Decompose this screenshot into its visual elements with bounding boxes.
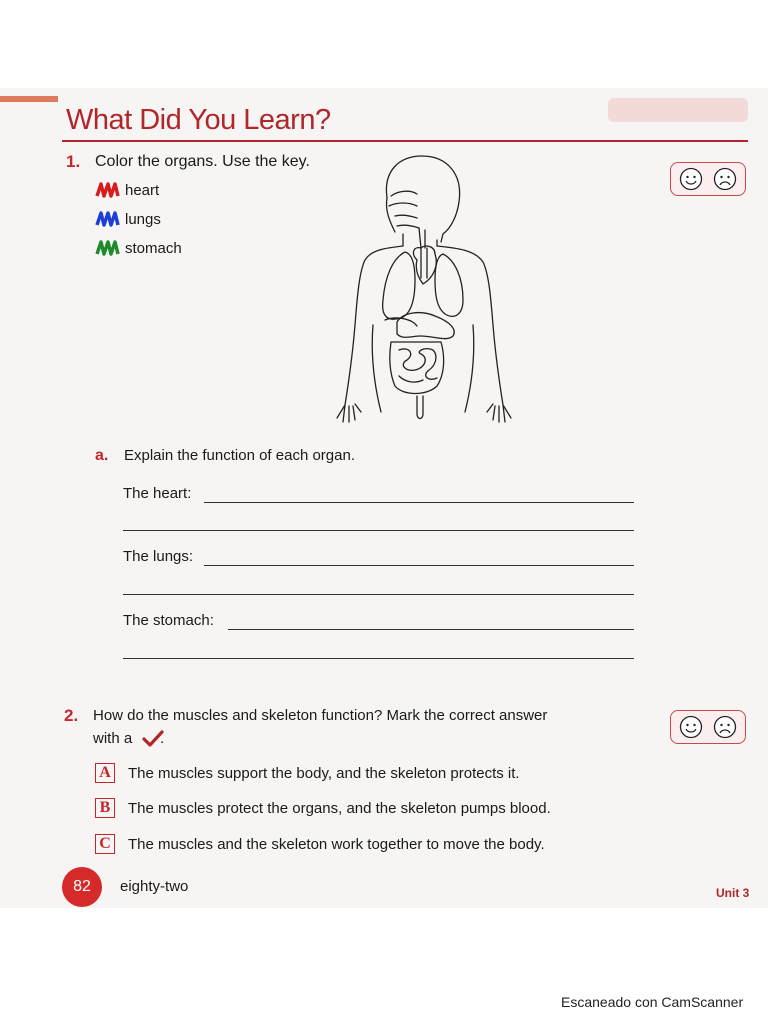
stomach-answer-label: The stomach:: [123, 612, 214, 629]
human-body-diagram: [325, 150, 515, 430]
stomach-answer-line-1[interactable]: [228, 629, 634, 630]
page-number-badge: 82: [62, 867, 102, 907]
option-c-box[interactable]: C: [95, 834, 115, 854]
question-2-prompt-line-2: with a: [93, 730, 133, 747]
page-title: What Did You Learn?: [66, 104, 331, 136]
question-2-number: 2.: [64, 706, 79, 725]
lungs-key-label: lungs: [125, 211, 161, 228]
option-a-text: The muscles support the body, and the skeleton protects it.: [128, 765, 520, 782]
lungs-key-swatch: [95, 210, 121, 228]
heart-key-label: heart: [125, 182, 160, 199]
heart-answer-label: The heart:: [123, 485, 192, 502]
question-2-prompt-line-1: How do the muscles and skeleton function? Mark the correct answer: [93, 707, 548, 724]
question-1-number: 1.: [66, 152, 81, 171]
subquestion-a-letter: a.: [95, 447, 109, 464]
option-c-text: The muscles and the skeleton work together to move the body.: [128, 836, 545, 853]
sad-face-icon[interactable]: [713, 715, 737, 739]
bleed-through-badge: [608, 98, 748, 122]
title-underline: [62, 140, 748, 142]
q1-self-assessment: [670, 162, 746, 196]
heart-answer-line-2[interactable]: [123, 530, 634, 531]
option-b-text: The muscles protect the organs, and the skeleton pumps blood.: [128, 800, 551, 817]
lungs-answer-line-2[interactable]: [123, 594, 634, 595]
smiley-face-icon[interactable]: [679, 715, 703, 739]
sad-face-icon[interactable]: [713, 167, 737, 191]
heart-key-swatch: [95, 181, 121, 199]
lungs-answer-label: The lungs:: [123, 548, 194, 565]
subquestion-a-prompt: Explain the function of each organ.: [124, 447, 355, 464]
scanner-watermark: Escaneado con CamScanner: [561, 994, 744, 1010]
smiley-face-icon[interactable]: [679, 167, 703, 191]
stomach-key-label: stomach: [125, 240, 182, 257]
option-a-box[interactable]: A: [95, 763, 115, 783]
stomach-answer-line-2[interactable]: [123, 658, 634, 659]
unit-label: Unit 3: [716, 886, 750, 900]
heart-answer-line-1[interactable]: [204, 502, 634, 503]
page-number-word: eighty-two: [120, 878, 189, 895]
question-2-period: .: [160, 730, 165, 747]
question-1-prompt: Color the organs. Use the key.: [95, 153, 310, 170]
q2-self-assessment: [670, 710, 746, 744]
corner-accent-bar: [0, 96, 58, 102]
option-b-box[interactable]: B: [95, 798, 115, 818]
stomach-key-swatch: [95, 239, 121, 257]
lungs-answer-line-1[interactable]: [204, 565, 634, 566]
